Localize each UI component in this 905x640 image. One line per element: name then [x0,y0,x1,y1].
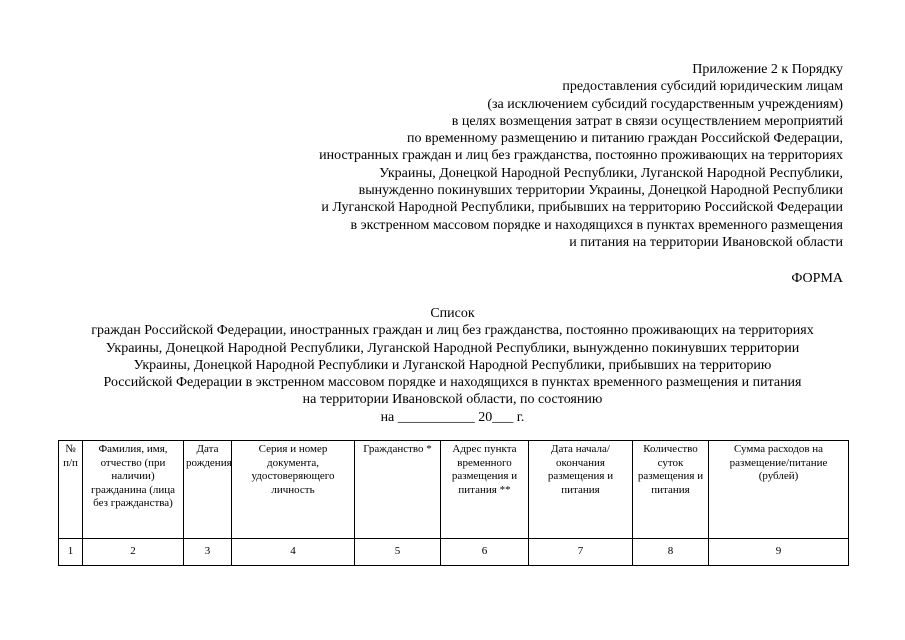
header-cell-days: Количество суток размещения и питания [633,441,709,539]
table-row [59,539,849,566]
appendix-line: Приложение 2 к Порядку [692,62,843,77]
column-number-cell: 6 [441,539,529,566]
citizens-table [58,440,849,566]
title-line: на территории Ивановской области, по состоянию [302,392,603,408]
column-number-cell: 9 [709,539,849,566]
table-header-row [59,441,849,539]
title-heading: Список [430,306,475,321]
appendix-line: Украины, Донецкой Народной Республики, Луганской Народной Республики, [379,165,843,181]
column-number-cell: 3 [184,539,232,566]
appendix-line: и питания на территории Ивановской области [569,234,843,250]
form-label: ФОРМА [791,271,843,286]
header-cell-number: № п/п [59,441,83,539]
appendix-line: в целях возмещения затрат в связи осуществлением мероприятий [451,113,843,129]
document-title [40,305,865,426]
appendix-line: в экстренном массовом порядке и находящихся в пунктах временного размещения [350,217,843,233]
title-date-line: на ___________ 20___ г. [380,409,525,425]
column-number-cell: 5 [355,539,441,566]
header-cell-address: Адрес пункта временного размещения и питания ** [441,441,529,539]
title-line: Российской Федерации в экстренном массовом порядке и находящихся в пунктах временного размещения и питания [103,375,802,391]
column-number-cell: 4 [232,539,355,566]
header-cell-citizenship: Гражданство * [355,441,441,539]
appendix-line: предоставления субсидий юридическим лицам [562,79,843,95]
column-number-cell: 2 [83,539,184,566]
title-line: Украины, Донецкой Народной Республики, Луганской Народной Республики, вынужденно покинувших территории [105,340,800,356]
appendix-line: иностранных граждан и лиц без гражданства, постоянно проживающих на территориях [319,148,843,164]
title-line: граждан Российской Федерации, иностранных граждан и лиц без гражданства, постоянно проживающих на территориях [91,323,814,339]
appendix-line: вынужденно покинувших территории Украины, Донецкой Народной Республики [358,183,843,199]
column-number-cell: 7 [529,539,633,566]
title-line: Украины, Донецкой Народной Республики и Луганской Народной Республики, прибывших на территорию [133,357,772,373]
column-number-cell: 1 [59,539,83,566]
header-cell-birth-date: Дата рождения [184,441,232,539]
header-cell-dates: Дата начала/окончания размещения и питания [529,441,633,539]
header-cell-document: Серия и номер документа, удостоверяющего личность [232,441,355,539]
appendix-header [319,61,843,251]
appendix-line: и Луганской Народной Республики, прибывших на территорию Российской Федерации [321,200,843,216]
header-cell-expenses: Сумма расходов на размещение/питание (рублей) [709,441,849,539]
appendix-line: (за исключением субсидий государственным учреждениям) [487,96,843,112]
header-cell-full-name: Фамилия, имя, отчество (при наличии) гражданина (лица без гражданства) [83,441,184,539]
appendix-line: по временному размещению и питанию граждан Российской Федерации, [406,131,843,147]
column-number-cell: 8 [633,539,709,566]
